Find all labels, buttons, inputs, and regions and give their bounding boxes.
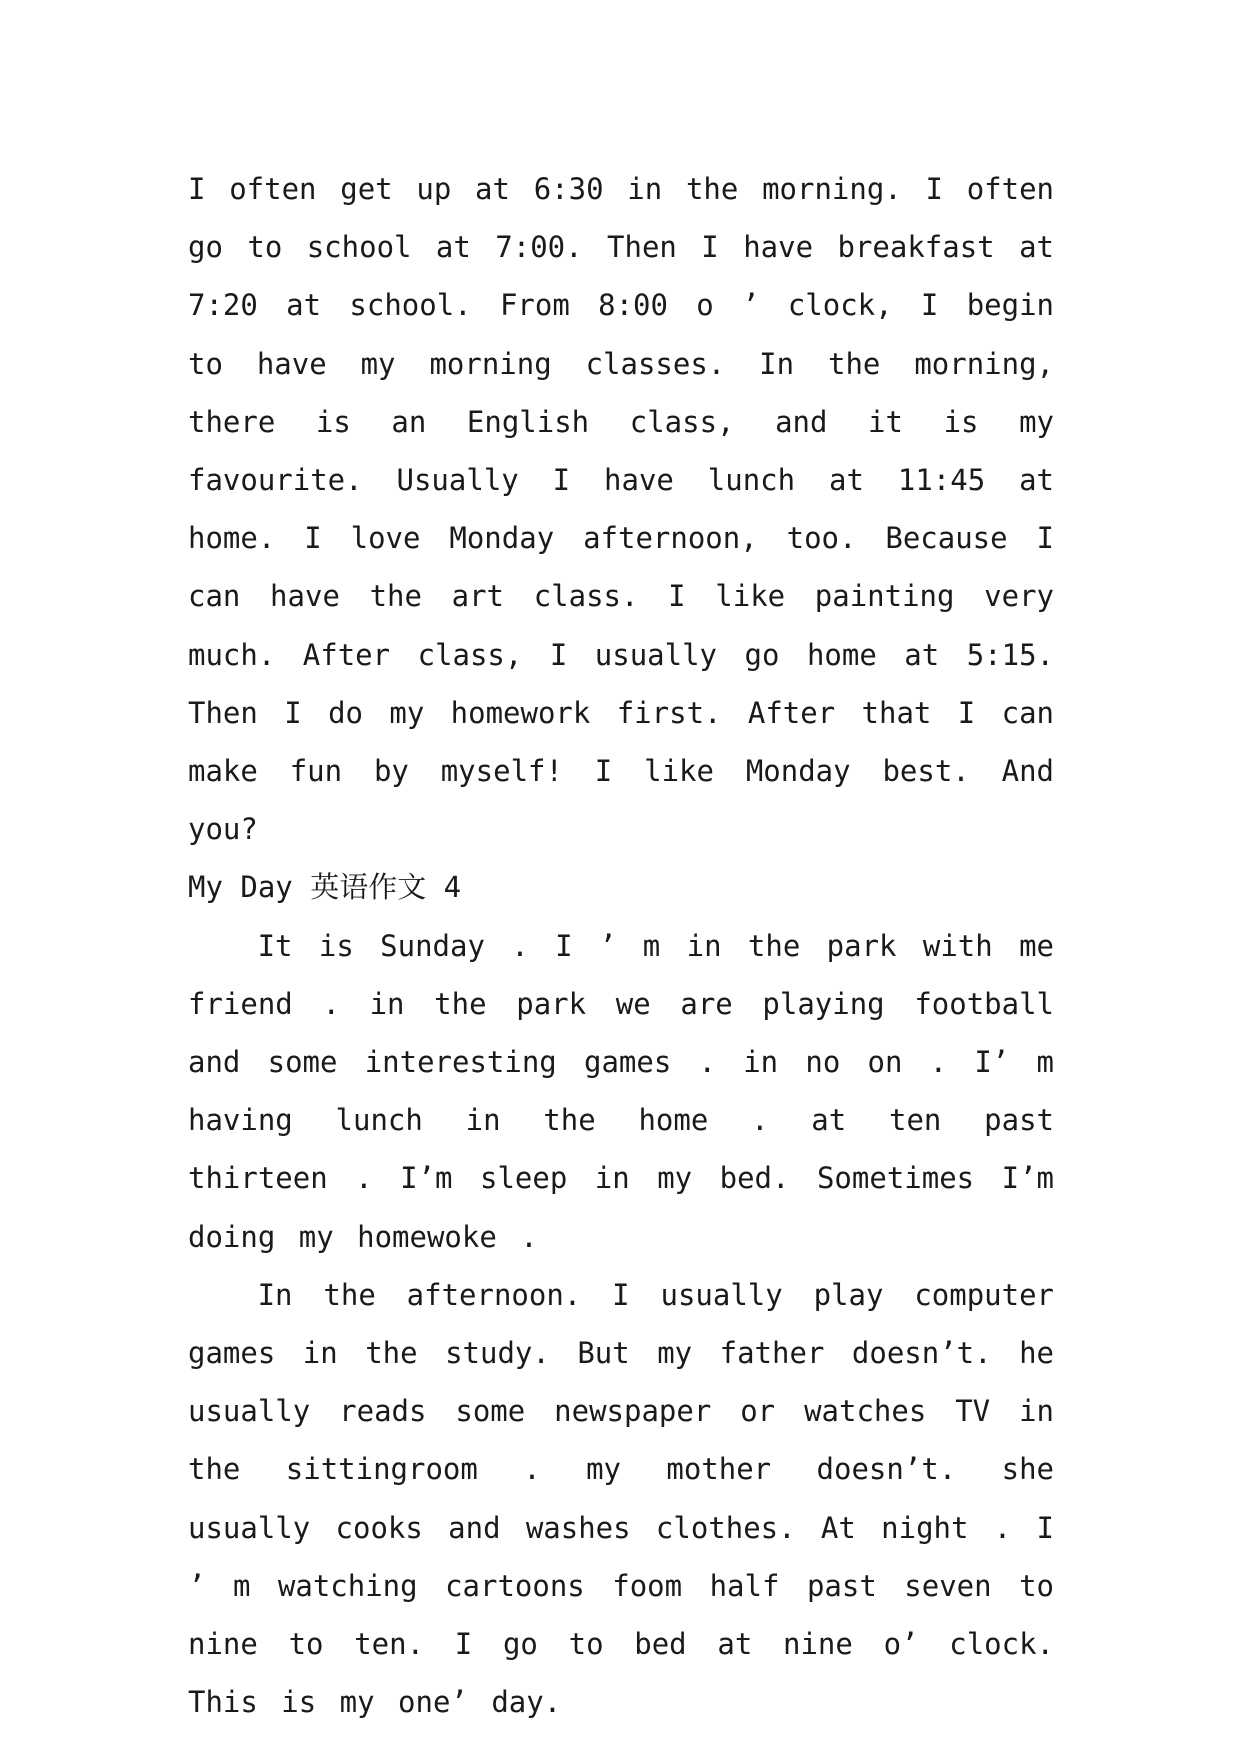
paragraph-sunday: It is Sunday . I ’ m in the park with me friend . in the park we are playing football and some interesting games . in no on . I’ m having lunch in the home . at ten past thirteen . I’m sleep in my bed. Sometimes I’m doing my homewoke .: [188, 928, 1054, 1254]
paragraph-morning-routine: I often get up at 6:30 in the morning. I often go to school at 7:00. Then I have breakfast at 7:20 at school. From 8:00 o ’ clock, I begin to have my morning classes. In the morning, there is an English class, and it is my favourite. Usually I have lunch at 11:45 at home. I love Monday afternoon, too. Because I can have the art class. I like painting very much. After class, I usually go home at 5:15. Then I do my homework first. After that I can make fun by myself! I like Monday best. And you?: [188, 172, 1054, 847]
paragraph-afternoon: In the afternoon. I usually play computer games in the study. But my father doesn’t. he usually reads some newspaper or watches TV in the sittingroom . my mother doesn’t. she usually cooks and washes clothes. At night . I ’ m watching cartoons foom half past seven to nine to ten. I go to bed at nine o’ clock. This is my one’ day.: [188, 1277, 1054, 1720]
document-body: [188, 160, 1054, 1731]
essay-heading: My Day 英语作文 4: [188, 870, 462, 905]
